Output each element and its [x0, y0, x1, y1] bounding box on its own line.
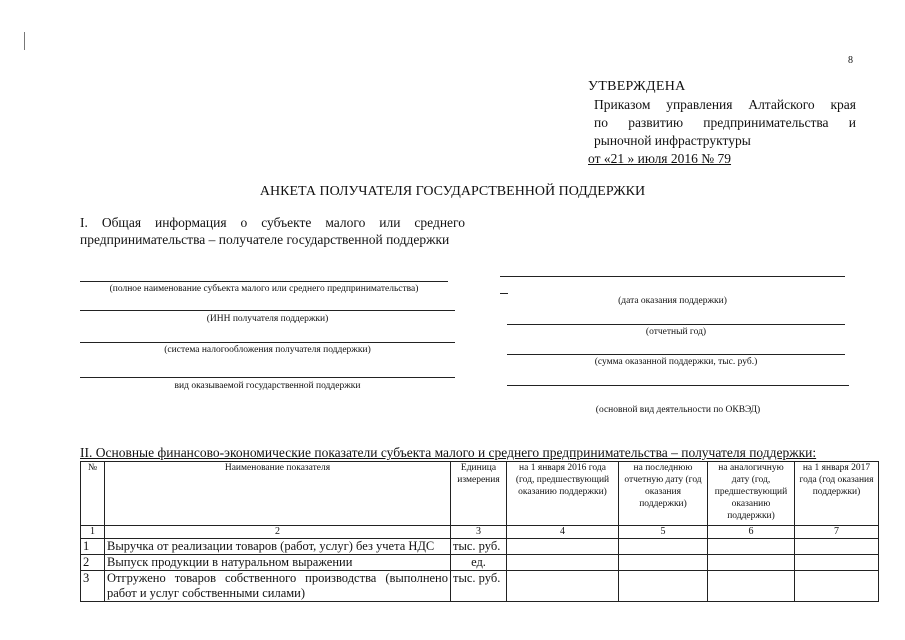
field-line-okved[interactable]: [507, 385, 849, 386]
approval-title: УТВЕРЖДЕНА: [588, 79, 686, 94]
cell-value[interactable]: [708, 571, 795, 602]
header-no: №: [81, 462, 105, 526]
field-line-company-name[interactable]: [80, 281, 448, 282]
col-number-1: 1: [81, 526, 105, 539]
field-line-report-year[interactable]: [507, 324, 845, 325]
col-number-7: 7: [795, 526, 879, 539]
row-name: Выпуск продукции в натуральном выражении: [105, 555, 451, 571]
row-unit: тыс. руб.: [451, 539, 507, 555]
field-line-support-date[interactable]: [500, 276, 845, 277]
field-line-tax-system[interactable]: [80, 342, 455, 343]
cell-value[interactable]: [619, 555, 708, 571]
caption-tax-system: (система налогообложения получателя поддержки): [164, 345, 371, 355]
cell-value[interactable]: [619, 571, 708, 602]
field-line-support-type[interactable]: [80, 377, 455, 378]
col-number-2: 2: [105, 526, 451, 539]
col-number-6: 6: [708, 526, 795, 539]
cell-value[interactable]: [795, 555, 879, 571]
field-line-support-amount[interactable]: [507, 354, 845, 355]
row-no: 2: [81, 555, 105, 571]
caption-support-amount: (сумма оказанной поддержки, тыс. руб.): [594, 357, 758, 367]
approval-date: от «21 » июля 2016 № 79: [588, 151, 732, 166]
column-number-row: [81, 526, 879, 539]
cell-value[interactable]: [507, 571, 619, 602]
caption-report-year: (отчетный год): [645, 327, 707, 337]
table-row: [81, 555, 879, 571]
table-row: [81, 571, 879, 602]
cell-value[interactable]: [619, 539, 708, 555]
col-number-5: 5: [619, 526, 708, 539]
approval-line-2: по развитию предпринимательства и: [594, 115, 856, 130]
caption-inn: (ИНН получателя поддержки): [206, 314, 329, 324]
caption-support-type: вид оказываемой государственной поддержки: [174, 381, 361, 391]
caption-company-name: (полное наименование субъекта малого или среднего предпринимательства): [109, 284, 419, 294]
header-unit: Единица измерения: [451, 462, 507, 526]
caption-okved: (основной вид деятельности по ОКВЭД): [595, 405, 761, 415]
col-number-3: 3: [451, 526, 507, 539]
field-line-inn[interactable]: [80, 310, 455, 311]
section2-heading: II. Основные финансово-экономические показатели субъекта малого и среднего предпринимательства – получателя поддержки:: [80, 445, 817, 460]
approval-line-1: Приказом управления Алтайского края: [594, 97, 856, 112]
document-title: АНКЕТА ПОЛУЧАТЕЛЯ ГОСУДАРСТВЕННОЙ ПОДДЕРЖКИ: [259, 184, 646, 199]
short-dash: [500, 293, 508, 294]
row-unit: тыс. руб.: [451, 571, 507, 602]
table-row: [81, 539, 879, 555]
cell-value[interactable]: [708, 539, 795, 555]
row-unit: ед.: [451, 555, 507, 571]
header-name: Наименование показателя: [105, 462, 451, 526]
approval-line-3: рыночной инфраструктуры: [594, 133, 751, 148]
row-name: Отгружено товаров собственного производства (выполнено работ и услуг собственными силами): [105, 571, 451, 602]
cell-value[interactable]: [507, 555, 619, 571]
header-similar-date: на аналогичную дату (год, предшествующий оказанию поддержки): [708, 462, 795, 526]
table-header-row: [81, 462, 879, 526]
row-name: Выручка от реализации товаров (работ, услуг) без учета НДС: [105, 539, 451, 555]
row-no: 1: [81, 539, 105, 555]
row-no: 3: [81, 571, 105, 602]
col-number-4: 4: [507, 526, 619, 539]
indicators-table: [80, 461, 879, 602]
cell-value[interactable]: [795, 571, 879, 602]
section1-heading: I. Общая информация о субъекте малого или среднего предпринимательства – получателе государственной поддержки: [80, 215, 465, 247]
caption-support-date: (дата оказания поддержки): [618, 296, 727, 306]
cell-value[interactable]: [708, 555, 795, 571]
header-last-report: на последнюю отчетную дату (год оказания поддержки): [619, 462, 708, 526]
header-2016-jan: на 1 января 2016 года (год, предшествующий оказанию поддержки): [507, 462, 619, 526]
header-2017-jan: на 1 января 2017 года (год оказания поддержки): [795, 462, 879, 526]
margin-mark: [24, 32, 25, 50]
cell-value[interactable]: [795, 539, 879, 555]
cell-value[interactable]: [507, 539, 619, 555]
page-number: 8: [848, 55, 853, 66]
